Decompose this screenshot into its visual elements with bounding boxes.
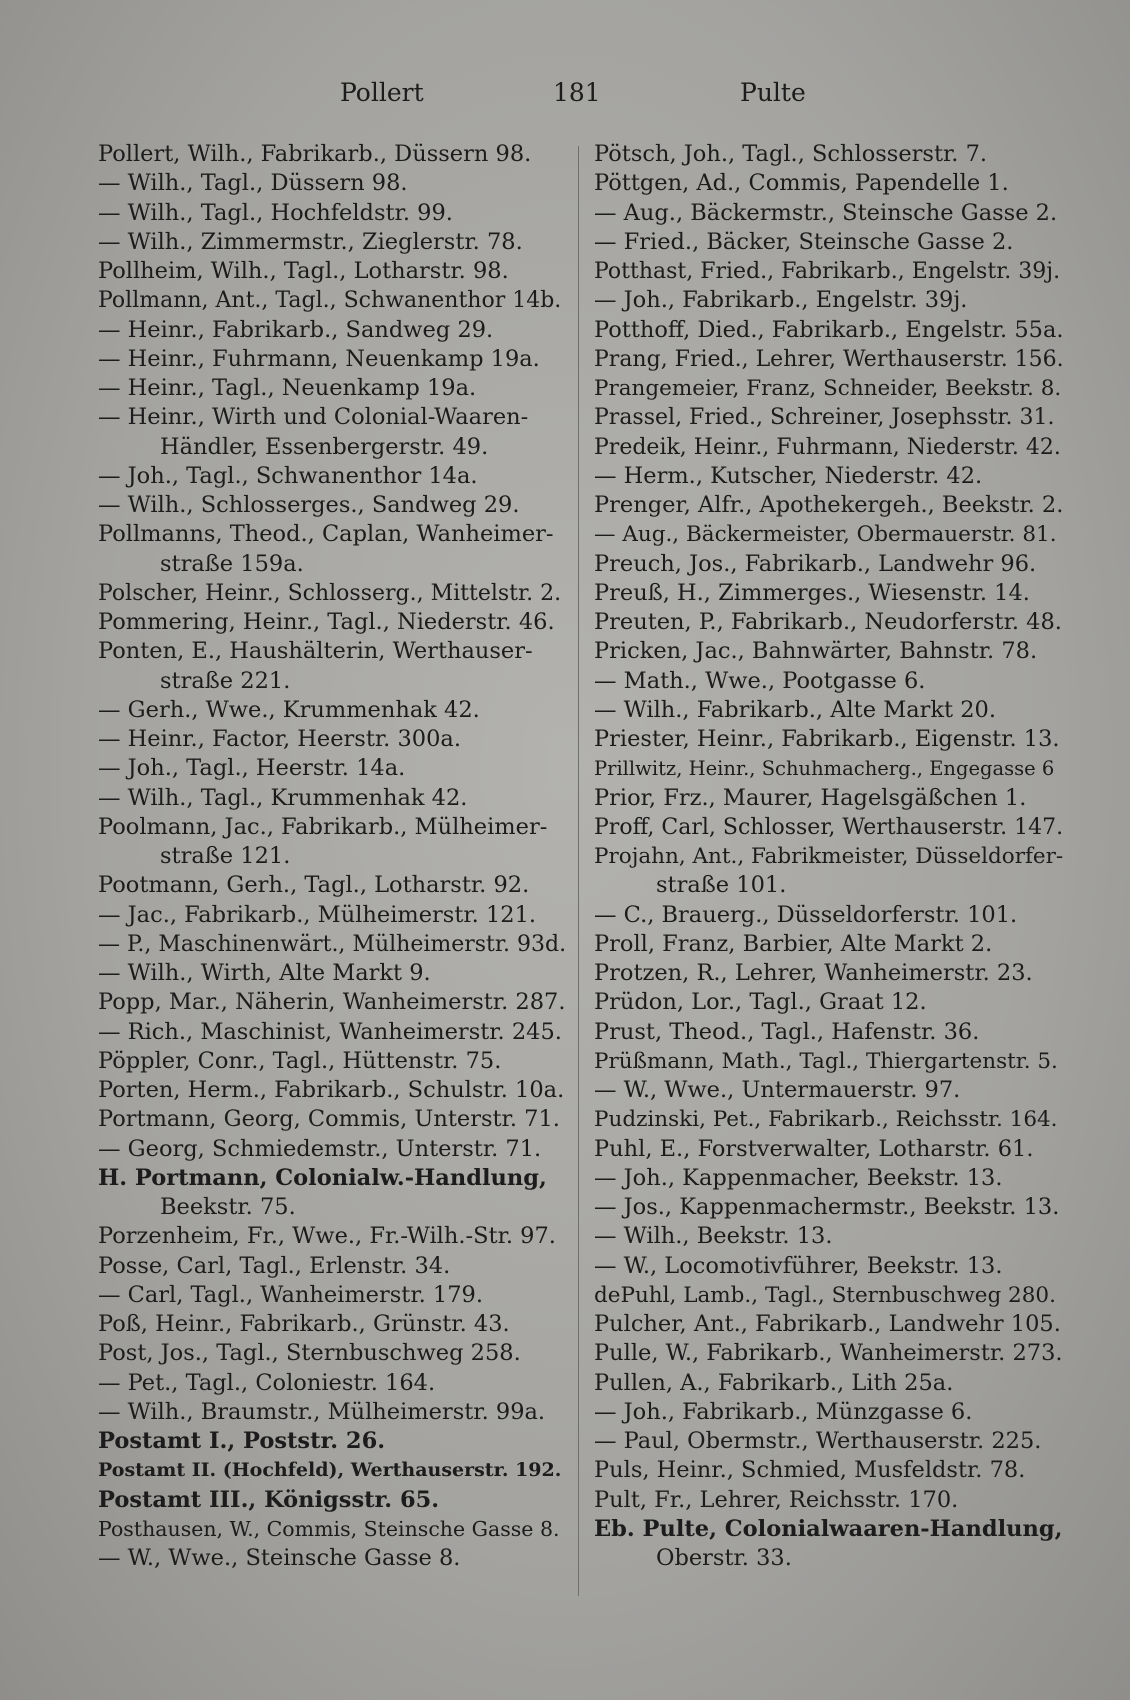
- directory-entry: Preuch, Jos., Fabrikarb., Landwehr 96.: [594, 550, 1037, 577]
- directory-entry: — Jos., Kappenmachermstr., Beekstr. 13.: [594, 1194, 1060, 1220]
- directory-entry: Popp, Mar., Näherin, Wanheimerstr. 287.: [98, 989, 566, 1016]
- directory-entry: Projahn, Ant., Fabrikmeister, Düsseldorfer-: [594, 844, 1064, 869]
- directory-entry: — Wilh., Braumstr., Mülheimerstr. 99a.: [98, 1398, 546, 1425]
- directory-entry: — Wilh., Tagl., Düssern 98.: [98, 170, 408, 197]
- directory-entry: Portmann, Georg, Commis, Unterstr. 71.: [98, 1106, 560, 1133]
- directory-entry: — Wilh., Tagl., Krummenhak 42.: [98, 784, 468, 811]
- directory-entry: Prassel, Fried., Schreiner, Josephsstr. 31.: [594, 405, 1055, 431]
- directory-entry-continuation: Oberstr. 33.: [656, 1545, 792, 1571]
- directory-entry: Pötsch, Joh., Tagl., Schlosserstr. 7.: [594, 141, 988, 167]
- directory-entry: Protzen, R., Lehrer, Wanheimerstr. 23.: [594, 960, 1033, 986]
- directory-entry: Potthast, Fried., Fabrikarb., Engelstr. 39j.: [594, 259, 1061, 284]
- directory-entry: Prangemeier, Franz, Schneider, Beekstr. 8.: [594, 376, 1062, 401]
- directory-entry: — Wilh., Beekstr. 13.: [594, 1223, 833, 1250]
- directory-entry: — Gerh., Wwe., Krummenhak 42.: [98, 696, 480, 723]
- directory-entry: — Joh., Fabrikarb., Engelstr. 39j.: [594, 287, 968, 314]
- directory-entry: H. Portmann, Colonialw.-Handlung,: [98, 1164, 547, 1191]
- directory-entry: Pudzinski, Pet., Fabrikarb., Reichsstr. 164.: [594, 1107, 1058, 1133]
- directory-entry: dePuhl, Lamb., Tagl., Sternbuschweg 280.: [594, 1282, 1056, 1308]
- directory-entry: Ponten, E., Haushälterin, Werthauser-: [98, 638, 533, 665]
- directory-entry: — Heinr., Factor, Heerstr. 300a.: [98, 726, 461, 752]
- directory-entry: Puls, Heinr., Schmied, Musfeldstr. 78.: [594, 1457, 1026, 1484]
- directory-entry: — Heinr., Tagl., Neuenkamp 19a.: [98, 375, 477, 401]
- directory-entry: Pootmann, Gerh., Tagl., Lotharstr. 92.: [98, 872, 530, 899]
- directory-entry: Poß, Heinr., Fabrikarb., Grünstr. 43.: [98, 1311, 510, 1337]
- directory-entry: — Paul, Obermstr., Werthauserstr. 225.: [594, 1428, 1042, 1454]
- directory-entry: — Carl, Tagl., Wanheimerstr. 179.: [98, 1281, 484, 1308]
- directory-entry: — C., Brauerg., Düsseldorferstr. 101.: [594, 901, 1018, 928]
- directory-entry: — P., Maschinenwärt., Mülheimerstr. 93d.: [98, 931, 567, 957]
- directory-entry: Pöttgen, Ad., Commis, Papendelle 1.: [594, 170, 1009, 197]
- directory-entry: Proll, Franz, Barbier, Alte Markt 2.: [594, 930, 993, 957]
- directory-entry: Poolmann, Jac., Fabrikarb., Mülheimer-: [98, 813, 548, 840]
- directory-entry: — Wilh., Zimmermstr., Zieglerstr. 78.: [98, 228, 523, 255]
- directory-entry: — Joh., Fabrikarb., Münzgasse 6.: [594, 1398, 973, 1425]
- directory-entry: — Herm., Kutscher, Niederstr. 42.: [594, 462, 983, 489]
- column-divider: [578, 146, 579, 1596]
- page-number: 181: [553, 78, 601, 107]
- directory-entry: — Jac., Fabrikarb., Mülheimerstr. 121.: [98, 901, 537, 928]
- directory-entry-continuation: Beekstr. 75.: [160, 1194, 296, 1220]
- directory-entry: Postamt I., Poststr. 26.: [98, 1428, 386, 1454]
- directory-entry: Posse, Carl, Tagl., Erlenstr. 34.: [98, 1252, 451, 1279]
- directory-entry-continuation: straße 121.: [160, 843, 291, 869]
- directory-entry: Post, Jos., Tagl., Sternbuschweg 258.: [98, 1340, 521, 1367]
- directory-entry: Pollheim, Wilh., Tagl., Lotharstr. 98.: [98, 258, 509, 284]
- directory-entry-continuation: Händler, Essenbergerstr. 49.: [160, 433, 489, 460]
- directory-entry: — Aug., Bäckermstr., Steinsche Gasse 2.: [594, 199, 1058, 226]
- directory-entry: Prillwitz, Heinr., Schuhmacherg., Engegasse 6: [594, 757, 1055, 781]
- directory-entry: Pöppler, Conr., Tagl., Hüttenstr. 75.: [98, 1047, 502, 1074]
- directory-entry: Postamt III., Königsstr. 65.: [98, 1486, 440, 1513]
- directory-entry: Puhl, E., Forstverwalter, Lotharstr. 61.: [594, 1135, 1034, 1162]
- page-header: [0, 78, 1130, 118]
- directory-entry: — Wilh., Wirth, Alte Markt 9.: [98, 960, 431, 986]
- directory-entry: Postamt II. (Hochfeld), Werthauserstr. 192.: [98, 1459, 562, 1482]
- directory-entry: — Fried., Bäcker, Steinsche Gasse 2.: [594, 228, 1014, 255]
- directory-entry: Eb. Pulte, Colonialwaaren-Handlung,: [594, 1515, 1063, 1542]
- directory-entry: — Heinr., Fuhrmann, Neuenkamp 19a.: [98, 345, 540, 372]
- right-column: [594, 140, 1064, 1573]
- directory-entry: Potthoff, Died., Fabrikarb., Engelstr. 55a.: [594, 316, 1064, 343]
- directory-entry: Prüdon, Lor., Tagl., Graat 12.: [594, 989, 927, 1016]
- directory-entry: Porten, Herm., Fabrikarb., Schulstr. 10a.: [98, 1077, 565, 1103]
- directory-entry: Predeik, Heinr., Fuhrmann, Niederstr. 42.: [594, 434, 1061, 460]
- directory-entry-continuation: straße 101.: [656, 872, 787, 899]
- directory-entry: Pult, Fr., Lehrer, Reichsstr. 170.: [594, 1486, 959, 1513]
- directory-entry: — Math., Wwe., Pootgasse 6.: [594, 667, 926, 694]
- directory-entry: Posthausen, W., Commis, Steinsche Gasse 8.: [98, 1516, 560, 1541]
- directory-entry: Pollmann, Ant., Tagl., Schwanenthor 14b.: [98, 288, 562, 314]
- left-column: [98, 140, 568, 1573]
- directory-entry: Pullen, A., Fabrikarb., Lith 25a.: [594, 1369, 954, 1396]
- directory-entry: — Rich., Maschinist, Wanheimerstr. 245.: [98, 1018, 562, 1045]
- directory-entry: Pricken, Jac., Bahnwärter, Bahnstr. 78.: [594, 638, 1038, 665]
- directory-entry: Prust, Theod., Tagl., Hafenstr. 36.: [594, 1018, 980, 1045]
- directory-entry: Pollmanns, Theod., Caplan, Wanheimer-: [98, 521, 554, 548]
- directory-entry: Pommering, Heinr., Tagl., Niederstr. 46.: [98, 609, 555, 635]
- directory-entry: Preuten, P., Fabrikarb., Neudorferstr. 48.: [594, 609, 1062, 635]
- directory-entry: — Joh., Tagl., Heerstr. 14a.: [98, 755, 406, 782]
- directory-entry-continuation: straße 221.: [160, 667, 291, 694]
- directory-entry-continuation: straße 159a.: [160, 550, 304, 577]
- directory-entry: Preuß, H., Zimmerges., Wiesenstr. 14.: [594, 579, 1030, 606]
- directory-entry: Prior, Frz., Maurer, Hagelsgäßchen 1.: [594, 784, 1027, 811]
- directory-entry: — Joh., Tagl., Schwanenthor 14a.: [98, 462, 478, 489]
- directory-entry: Prenger, Alfr., Apothekergeh., Beekstr. 2.: [594, 492, 1064, 518]
- directory-entry: — Georg, Schmiedemstr., Unterstr. 71.: [98, 1135, 542, 1162]
- directory-entry: Prang, Fried., Lehrer, Werthauserstr. 156.: [594, 346, 1064, 372]
- directory-entry: — W., Wwe., Steinsche Gasse 8.: [98, 1545, 461, 1571]
- directory-entry: Pulle, W., Fabrikarb., Wanheimerstr. 273.: [594, 1340, 1063, 1367]
- directory-entry: — Heinr., Fabrikarb., Sandweg 29.: [98, 316, 494, 343]
- directory-entry: — Wilh., Tagl., Hochfeldstr. 99.: [98, 199, 453, 226]
- directory-entry: — W., Locomotivführer, Beekstr. 13.: [594, 1252, 1003, 1279]
- directory-entry: — Joh., Kappenmacher, Beekstr. 13.: [594, 1164, 1003, 1191]
- header-last-entry: Pulte: [740, 78, 806, 107]
- directory-entry: — Pet., Tagl., Coloniestr. 164.: [98, 1369, 436, 1396]
- directory-entry: Pollert, Wilh., Fabrikarb., Düssern 98.: [98, 141, 532, 167]
- directory-entry: — Aug., Bäckermeister, Obermauerstr. 81.: [594, 522, 1057, 548]
- directory-entry: Pulcher, Ant., Fabrikarb., Landwehr 105.: [594, 1311, 1061, 1337]
- directory-entry: — Heinr., Wirth und Colonial-Waaren-: [98, 404, 529, 431]
- directory-entry: — Wilh., Fabrikarb., Alte Markt 20.: [594, 696, 997, 723]
- directory-entry: Priester, Heinr., Fabrikarb., Eigenstr. 13.: [594, 726, 1060, 752]
- directory-entry: Porzenheim, Fr., Wwe., Fr.-Wilh.-Str. 97.: [98, 1223, 556, 1250]
- directory-entry: — Wilh., Schlosserges., Sandweg 29.: [98, 492, 520, 518]
- directory-entry: Proff, Carl, Schlosser, Werthauserstr. 147.: [594, 814, 1064, 840]
- directory-entry: Prüßmann, Math., Tagl., Thiergartenstr. 5.: [594, 1048, 1058, 1074]
- directory-entry: — W., Wwe., Untermauerstr. 97.: [594, 1077, 961, 1103]
- header-first-entry: Pollert: [340, 78, 424, 107]
- directory-entry: Polscher, Heinr., Schlosserg., Mittelstr. 2.: [98, 580, 562, 606]
